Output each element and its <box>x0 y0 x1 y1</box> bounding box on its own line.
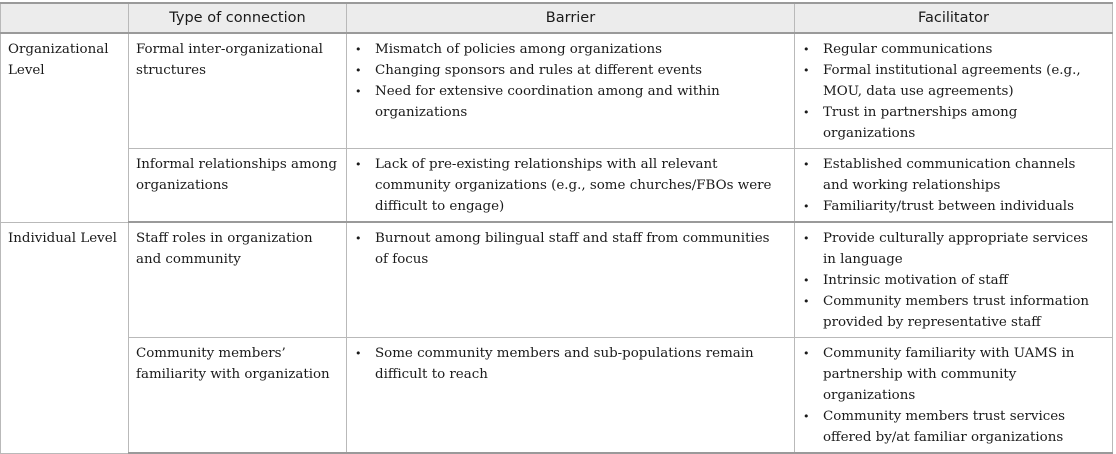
barrier-item: • Need for extensive coordination among and within organizations <box>354 81 786 123</box>
type-cell: Formal inter-organizational structures <box>129 33 347 149</box>
facilitator-item: • Provide culturally appropriate services in language <box>802 228 1104 270</box>
header-type-of-connection: Type of connection <box>129 3 347 33</box>
facilitator-list <box>802 343 1104 448</box>
facilitator-item: • Intrinsic motivation of staff <box>802 270 1104 291</box>
facilitator-list <box>802 39 1104 144</box>
facilitator-item: • Trust in partnerships among organizations <box>802 102 1104 144</box>
table-row <box>1 222 1113 338</box>
facilitator-item: • Established communication channels and working relationships <box>802 154 1104 196</box>
type-cell: Staff roles in organization and community <box>129 222 347 338</box>
facilitator-list <box>802 154 1104 217</box>
table-row <box>1 149 1113 223</box>
barrier-cell <box>347 338 795 454</box>
barrier-item: • Mismatch of policies among organizations <box>354 39 786 60</box>
header-facilitator: Facilitator <box>795 3 1113 33</box>
facilitator-cell <box>795 338 1113 454</box>
barrier-cell <box>347 33 795 149</box>
level-cell-organizational: Organizational Level <box>1 33 129 222</box>
barrier-list <box>354 154 786 217</box>
facilitator-item: • Community members trust services offered by/at familiar organizations <box>802 406 1104 448</box>
facilitator-item: • Formal institutional agreements (e.g., MOU, data use agreements) <box>802 60 1104 102</box>
barriers-facilitators-table <box>0 2 1113 454</box>
facilitator-cell <box>795 33 1113 149</box>
barrier-list <box>354 343 786 385</box>
table-row <box>1 338 1113 454</box>
facilitator-list <box>802 228 1104 333</box>
barrier-item: • Burnout among bilingual staff and staff from communities of focus <box>354 228 786 270</box>
facilitator-item: • Familiarity/trust between individuals <box>802 196 1104 217</box>
level-cell-individual: Individual Level <box>1 222 129 453</box>
barrier-list <box>354 39 786 123</box>
header-row <box>1 3 1113 33</box>
barrier-list <box>354 228 786 270</box>
header-barrier: Barrier <box>347 3 795 33</box>
header-level <box>1 3 129 33</box>
facilitator-cell <box>795 222 1113 338</box>
barrier-item: • Lack of pre-existing relationships with all relevant community organizations (e.g., some churches/FBOs were difficult to engage) <box>354 154 786 217</box>
barrier-cell <box>347 222 795 338</box>
type-cell: Informal relationships among organizations <box>129 149 347 223</box>
barrier-cell <box>347 149 795 223</box>
facilitator-item: • Regular communications <box>802 39 1104 60</box>
facilitator-cell <box>795 149 1113 223</box>
table-row <box>1 33 1113 149</box>
barrier-item: • Changing sponsors and rules at different events <box>354 60 786 81</box>
barrier-item: • Some community members and sub-populations remain difficult to reach <box>354 343 786 385</box>
facilitator-item: • Community familiarity with UAMS in partnership with community organizations <box>802 343 1104 406</box>
type-cell: Community members’ familiarity with organization <box>129 338 347 454</box>
facilitator-item: • Community members trust information provided by representative staff <box>802 291 1104 333</box>
